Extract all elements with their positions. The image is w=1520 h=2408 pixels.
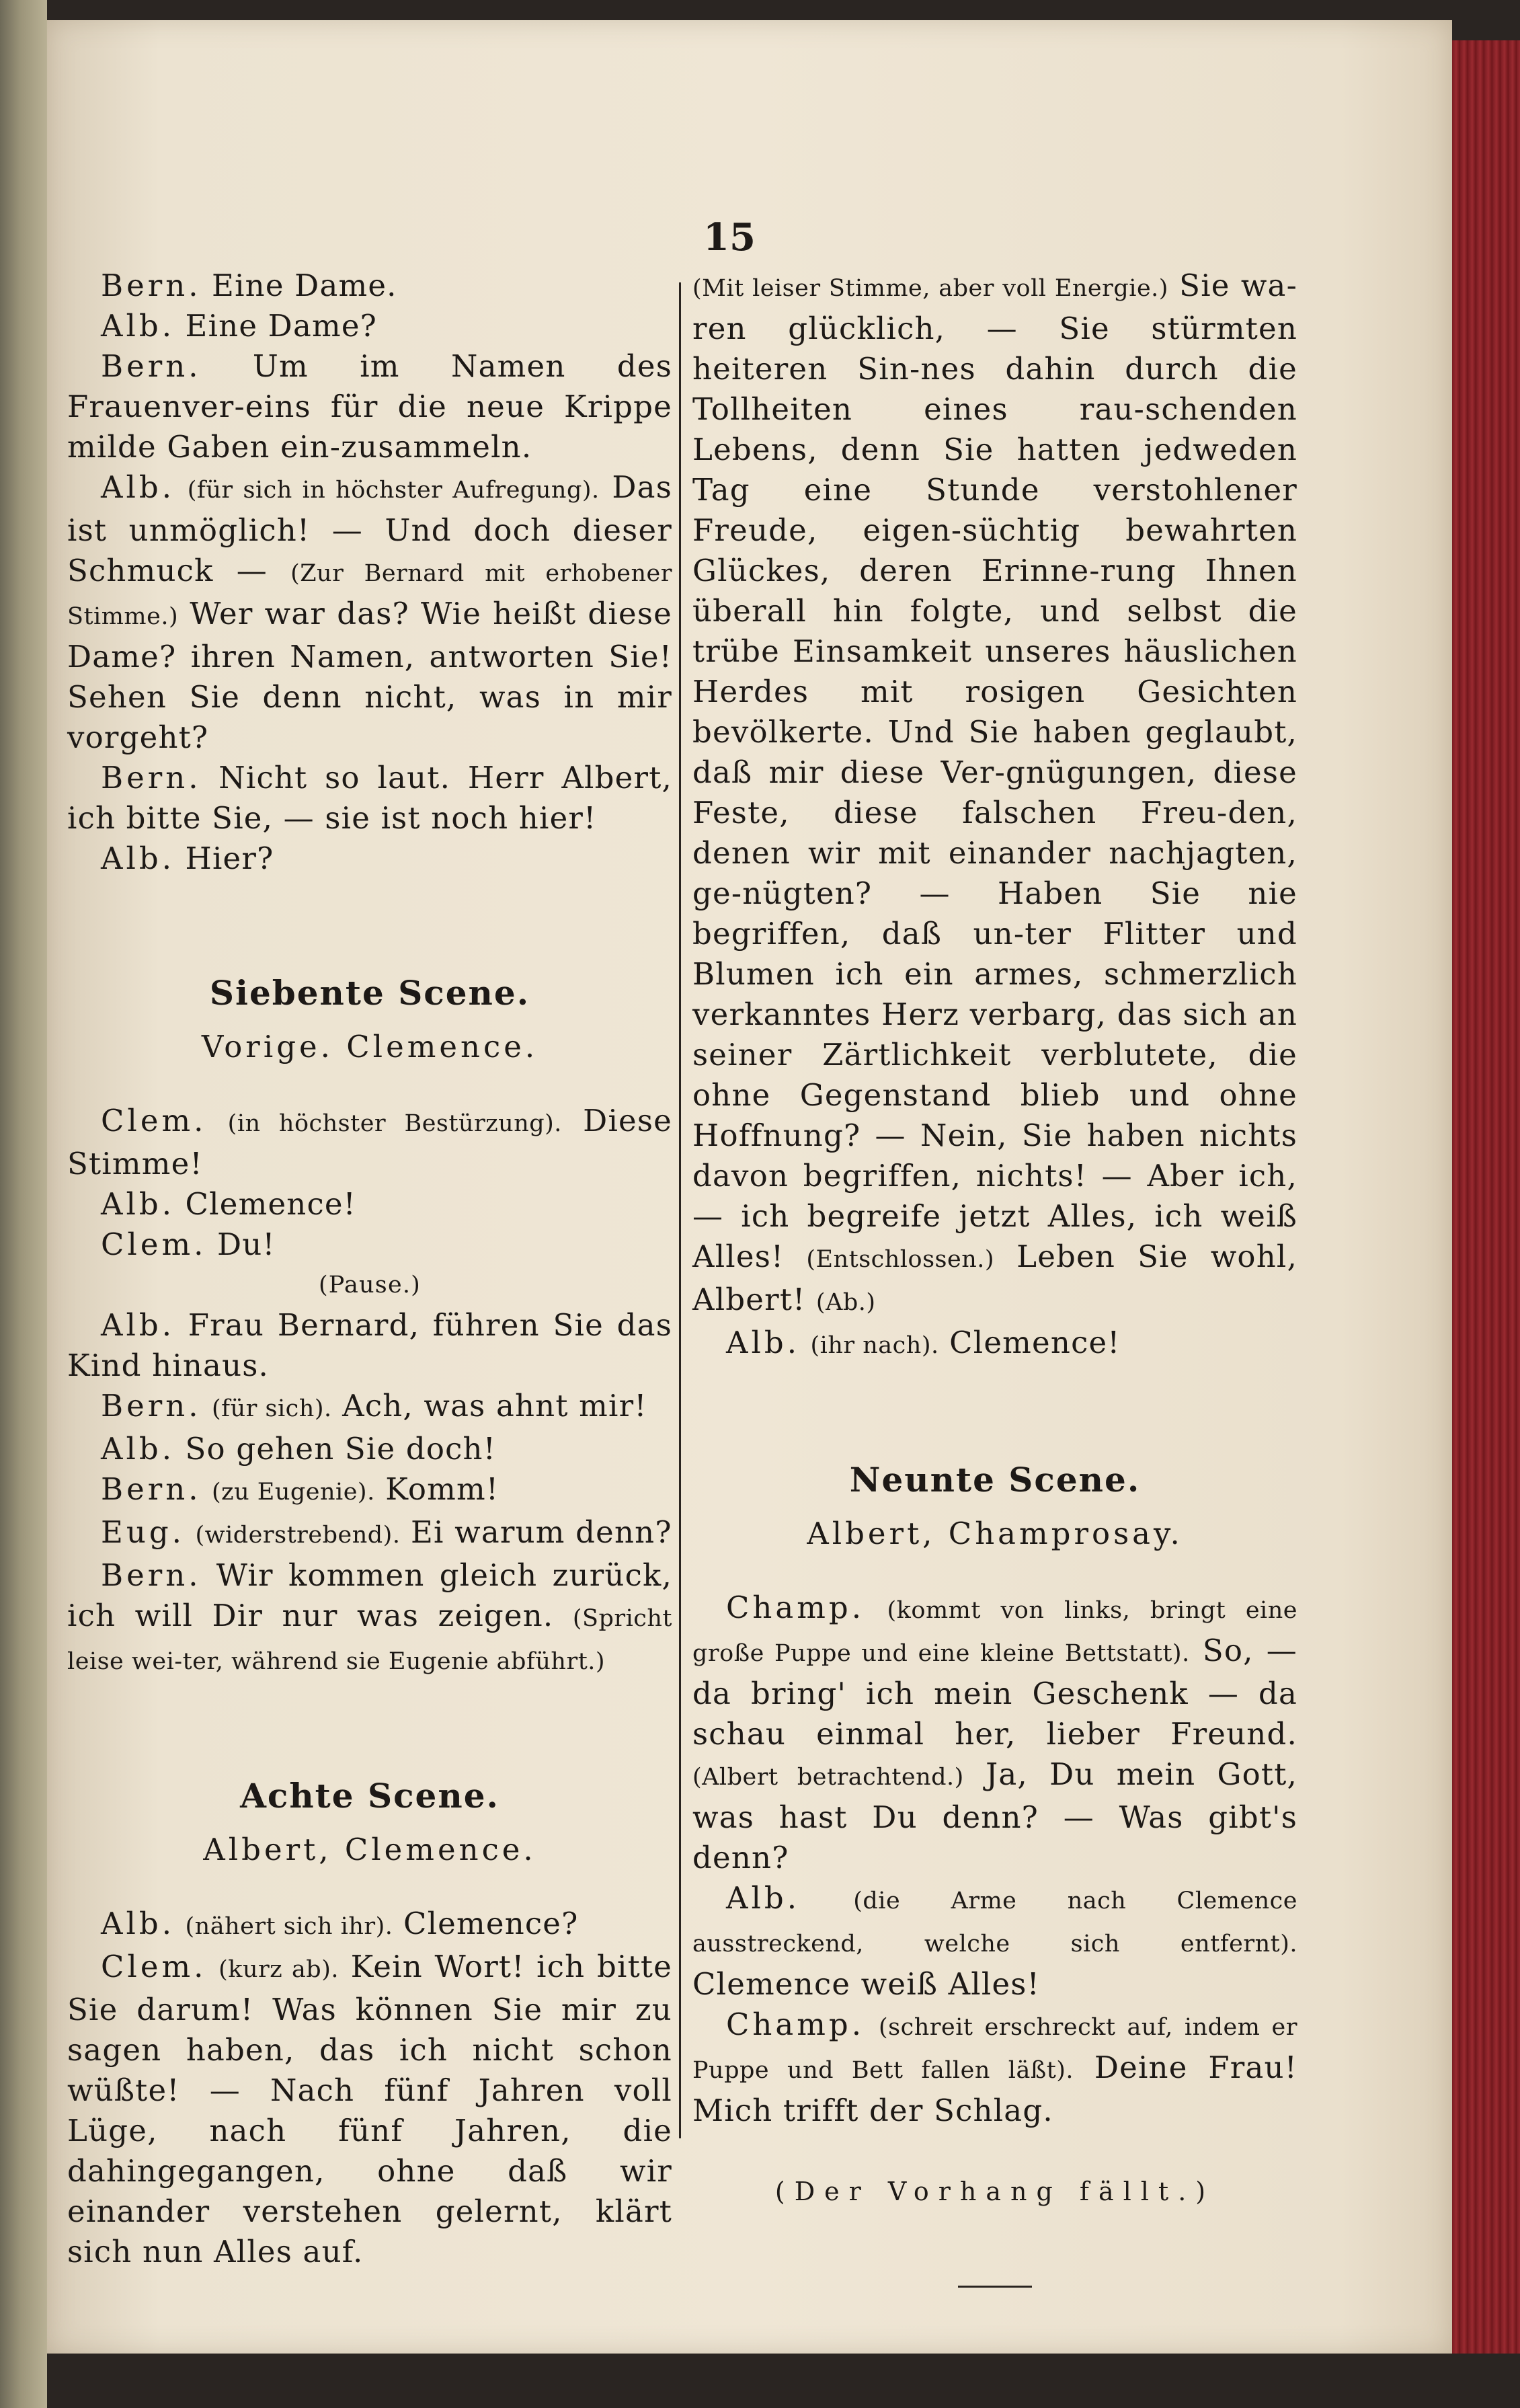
speaker: Alb. — [101, 1307, 175, 1343]
dialogue-line — [692, 266, 1297, 1323]
dialogue-text: Clemence! — [185, 1186, 356, 1222]
dialogue-line — [67, 1947, 672, 2272]
scene-cast: Albert, Clemence. — [203, 1832, 536, 1867]
dialogue-line — [692, 1323, 1297, 1366]
dialogue-text: Clemence! — [949, 1325, 1121, 1360]
dialogue-text: So, — da bring' ich mein Geschenk — da schau einmal her, lieber Freund. — [692, 1633, 1297, 1752]
dialogue-text: Komm! — [385, 1471, 499, 1507]
dialogue-text: Um im Namen des Frauenver-eins für die neue Krippe milde Gaben ein-zusammeln. — [67, 348, 672, 465]
speaker: Alb. — [101, 1906, 175, 1941]
dialogue-line — [67, 1386, 672, 1429]
stage-direction: (widerstrebend). — [195, 1522, 401, 1549]
book-spine — [0, 0, 47, 2408]
dialogue-text: Nicht so laut. Herr Albert, ich bitte Sie, — sie ist noch hier! — [67, 760, 672, 836]
dialogue-line — [67, 1512, 672, 1555]
speaker: Eug. — [101, 1514, 185, 1550]
dialogue-line — [692, 1878, 1297, 2005]
speaker: Bern. — [101, 268, 202, 303]
speaker: Clem. — [101, 1103, 207, 1138]
speaker: Champ. — [726, 2007, 865, 2042]
dialogue-text: Eine Dame? — [185, 308, 378, 344]
scene-heading: Achte Scene. — [240, 1776, 499, 1816]
dialogue-text: Kein Wort! ich bitte Sie darum! Was können Sie mir zu sagen haben, das ich nicht schon wüßte! — Nach fünf Jahren voll Lüge, nach fünf Jahren, die dahingegangen, ohne daß wir einander verstehen gelernt, klärt sich nun Alles auf. — [67, 1949, 672, 2269]
dialogue-text: Sie wa-ren glücklich, — Sie stürmten heiteren Sin-nes dahin durch die Tollheiten eines rau-schenden Lebens, denn Sie hatten jedweden Tag eine Stunde verstohlener Freude, eigen-süchtig bewahrten Glückes, deren Erinne-rung Ihnen überall hin folgte, und selbst die trübe Einsamkeit unseres häuslichen Herdes mit rosigen Gesichten bevölkerte. Und Sie haben geglaubt, daß mir diese Ver-gnügungen, diese Feste, diese falschen Freu-den, denen wir mit einander nachjagten, ge-nügten? — Haben Sie nie begriffen, daß un-ter Flitter und Blumen ich ein armes, schmerzlich verkanntes Herz verbarg, das sich an seiner Zärtlichkeit verblutete, die ohne Gegenstand blieb und ohne Hoffnung? — Nein, Sie haben nichts davon begriffen, nichts! — Aber ich, — ich begreife jetzt Alles, ich weiß Alles! — [692, 268, 1297, 1274]
speaker: Bern. — [101, 1388, 202, 1424]
scene-cast: Albert, Champrosay. — [807, 1516, 1183, 1551]
stage-direction: (kommt von links, bringt eine große Puppe und eine kleine Bettstatt). — [692, 1597, 1297, 1667]
column-divider — [679, 282, 681, 2138]
right-column — [692, 266, 1297, 2288]
stage-direction: (Entschlossen.) — [806, 1246, 995, 1273]
dialogue-line — [67, 1904, 672, 1947]
stage-direction: (für sich). — [212, 1395, 332, 1422]
speaker: Bern. — [101, 1471, 202, 1507]
left-column — [67, 266, 672, 2272]
page-number: 15 — [703, 215, 756, 260]
stage-direction: (Ab.) — [815, 1289, 876, 1316]
dialogue-text: Ja, Du mein Gott, was hast Du denn? — Was gibt's denn? — [692, 1756, 1298, 1875]
speaker: Alb. — [101, 841, 175, 876]
dialogue-text: Clemence? — [403, 1906, 579, 1941]
dialogue-line — [67, 306, 672, 346]
dialogue-line — [67, 758, 672, 839]
dialogue-text: Leben Sie wohl, Albert! — [692, 1239, 1297, 1317]
dialogue-text: Deine Frau! Mich trifft der Schlag. — [692, 2050, 1297, 2128]
dialogue-line — [67, 1184, 672, 1225]
stage-direction: (ihr nach). — [810, 1332, 939, 1359]
speaker: Alb. — [726, 1325, 800, 1360]
scene-cast: Vorige. Clemence. — [201, 1029, 538, 1064]
scene-heading: Neunte Scene. — [849, 1460, 1141, 1500]
stage-direction: (die Arme nach Clemence ausstreckend, welche sich entfernt). — [692, 1888, 1298, 1957]
speaker: Clem. — [101, 1227, 207, 1262]
curtain-direction: (Der Vorhang fällt.) — [774, 2177, 1215, 2206]
stage-direction: (für sich in höchster Aufregung). — [187, 477, 600, 504]
speaker: Bern. — [101, 348, 202, 384]
dialogue-line — [67, 1555, 672, 1682]
speaker: Alb. — [726, 1880, 800, 1916]
stage-direction: (schreit erschreckt auf, indem er Puppe und Bett fallen läßt). — [692, 2014, 1297, 2084]
speaker: Alb. — [101, 469, 175, 505]
dialogue-text: Das ist unmöglich! — Und doch dieser Schmuck — — [67, 469, 672, 588]
stage-direction: (zu Eugenie). — [212, 1479, 375, 1506]
dialogue-line — [67, 1429, 672, 1469]
dialogue-line — [692, 2005, 1297, 2131]
stage-direction: (Spricht leise wei-ter, während sie Eugenie abführt.) — [67, 1605, 672, 1675]
dialogue-text: Ei warum denn? — [410, 1514, 672, 1550]
stage-direction: (kurz ab). — [218, 1956, 339, 1983]
speaker: Alb. — [101, 308, 175, 344]
speaker: Bern. — [101, 1557, 202, 1593]
stage-direction: (nähert sich ihr). — [185, 1913, 393, 1940]
speaker: Bern. — [101, 760, 202, 795]
speaker: Alb. — [101, 1186, 175, 1222]
end-rule — [958, 2286, 1032, 2288]
dialogue-text: So gehen Sie doch! — [185, 1431, 496, 1467]
dialogue-text: Du! — [216, 1227, 276, 1262]
page-edges — [1452, 40, 1520, 2354]
dialogue-line — [67, 1305, 672, 1386]
stage-direction-pause: (Pause.) — [318, 1272, 422, 1298]
stage-direction: (Albert betrachtend.) — [692, 1764, 964, 1791]
dialogue-text: Diese Stimme! — [67, 1103, 672, 1181]
stage-direction: (in höchster Bestürzung). — [227, 1110, 562, 1137]
dialogue-line — [67, 467, 672, 758]
scene-heading: Siebente Scene. — [209, 973, 530, 1013]
dialogue-line — [67, 839, 672, 879]
dialogue-line — [692, 1588, 1297, 1878]
dialogue-text: Hier? — [185, 841, 274, 876]
dialogue-line — [67, 1101, 672, 1184]
dialogue-text: Frau Bernard, führen Sie das Kind hinaus. — [67, 1307, 673, 1383]
stage-direction: (Zur Bernard mit erhobener Stimme.) — [67, 560, 672, 630]
dialogue-text: Ach, was ahnt mir! — [342, 1388, 647, 1424]
speaker: Clem. — [101, 1949, 207, 1984]
speaker: Champ. — [726, 1590, 865, 1625]
dialogue-line — [67, 1469, 672, 1512]
dialogue-text: Eine Dame. — [212, 268, 397, 303]
dialogue-line — [67, 1225, 672, 1265]
dialogue-text: Wir kommen gleich zurück, ich will Dir nur was zeigen. — [67, 1557, 672, 1633]
stage-direction: (Mit leiser Stimme, aber voll Energie.) — [692, 275, 1168, 302]
dialogue-text: Clemence weiß Alles! — [692, 1966, 1040, 2002]
dialogue-line — [67, 346, 672, 467]
speaker: Alb. — [101, 1431, 175, 1467]
dialogue-text: Wer war das? Wie heißt diese Dame? ihren Namen, antworten Sie! Sehen Sie denn nicht, was in mir vorgeht? — [67, 596, 672, 755]
dialogue-line — [67, 266, 672, 306]
